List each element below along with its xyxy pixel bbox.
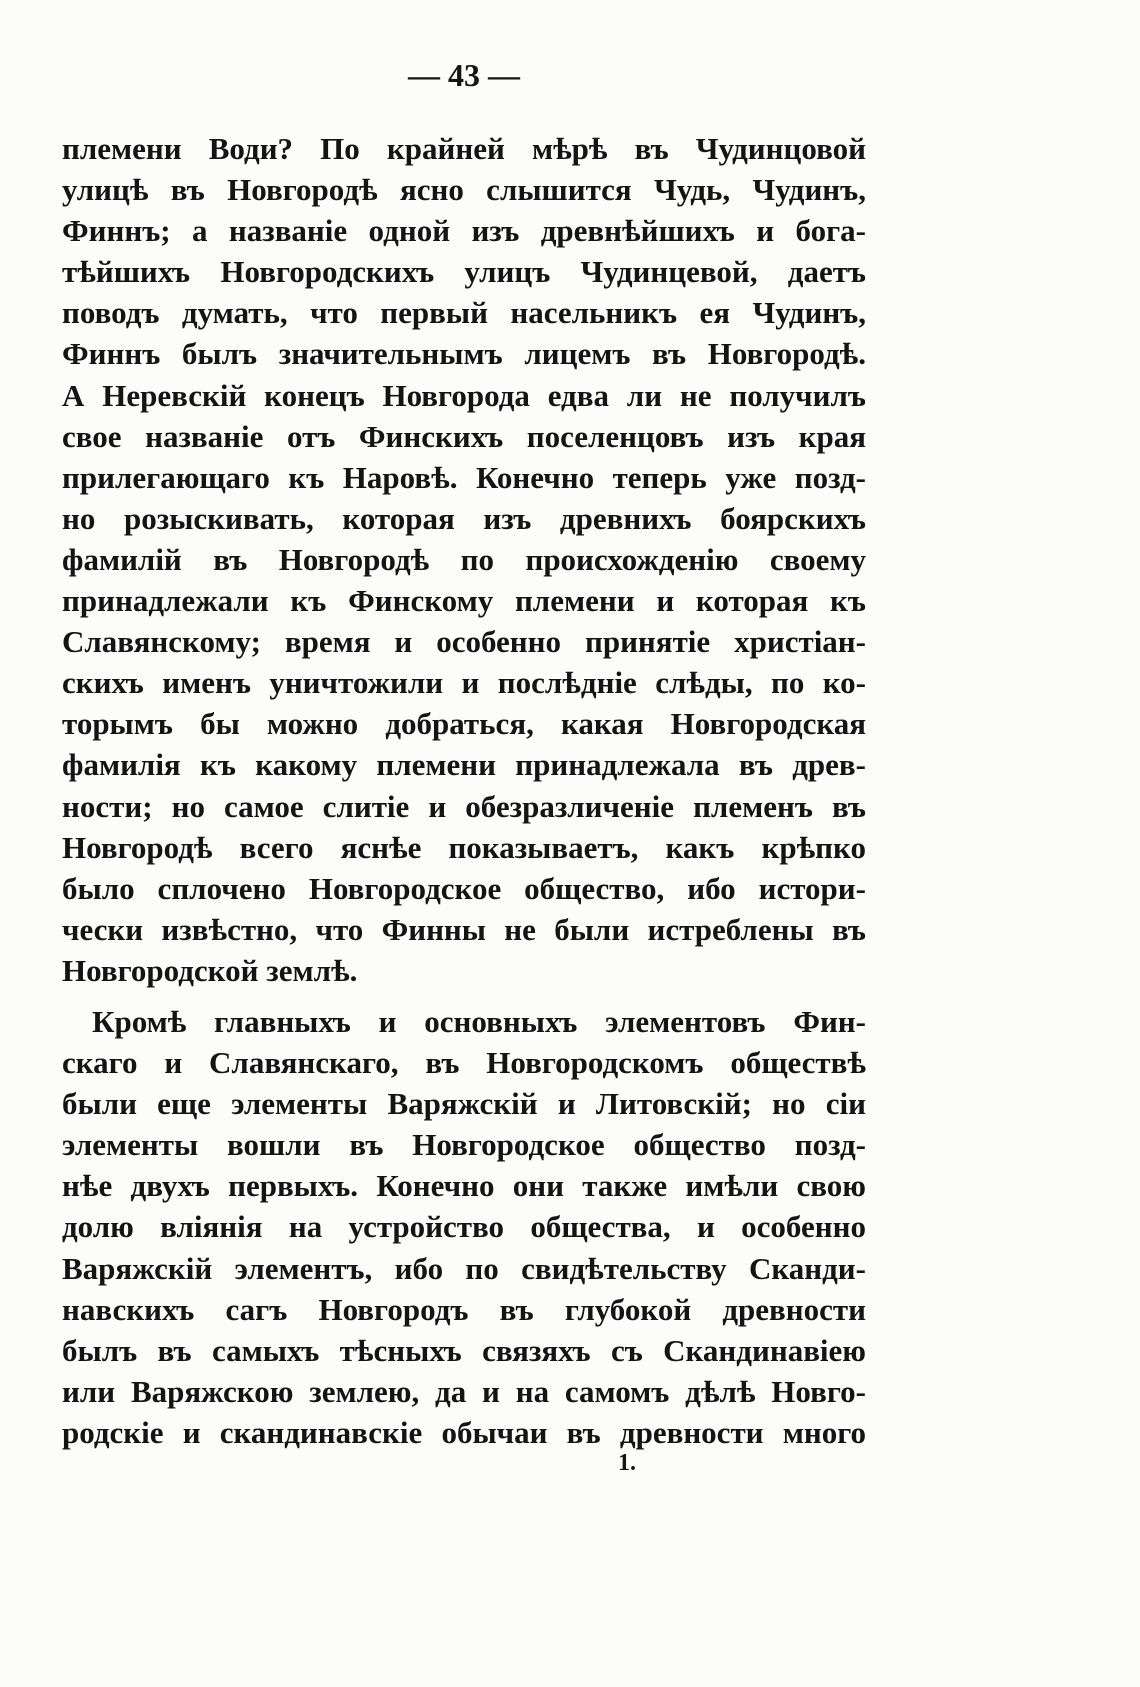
text-line: улицѣ въ Новгородѣ ясно слышится Чудь, Чудинъ,	[62, 172, 866, 208]
text-line: прилегающаго къ Наровѣ. Конечно теперь уже позд-	[62, 459, 866, 495]
text-line: были еще элементы Варяжскій и Литовскій; но сіи	[62, 1086, 866, 1122]
text-line: навскихъ сагъ Новгородъ въ глубокой древности	[62, 1291, 866, 1327]
text-line: былъ въ самыхъ тѣсныхъ связяхъ съ Скандинавіею	[62, 1332, 866, 1368]
text-line: Финнъ былъ значительнымъ лицемъ въ Новгородѣ.	[62, 336, 866, 372]
text-line: тѣйшихъ Новгородскихъ улицъ Чудинцевой, даетъ	[62, 254, 866, 290]
text-line: скихъ именъ уничтожили и послѣдніе слѣды, по ко-	[62, 665, 866, 701]
signature-mark: 1.	[618, 1450, 636, 1476]
text-line: принадлежали къ Финскому племени и которая къ	[62, 583, 866, 619]
text-line: Финнъ; а названіе одной изъ древнѣйшихъ и бога-	[62, 213, 866, 249]
text-line: свое названіе отъ Финскихъ поселенцовъ изъ края	[62, 418, 866, 454]
text-line: племени Води? По крайней мѣрѣ въ Чудинцовой	[62, 131, 866, 166]
text-line: Кромѣ главныхъ и основныхъ элементовъ Фин-	[92, 1003, 866, 1039]
text-line: было сплочено Новгородское общество, ибо истори-	[62, 870, 866, 906]
paragraph-2	[62, 1001, 866, 1453]
text-line: Новгородской землѣ.	[62, 952, 358, 988]
text-line: торымъ бы можно добраться, какая Новгородская	[62, 706, 866, 742]
paragraph-1	[62, 128, 866, 991]
text-line: элементы вошли въ Новгородское общество позд-	[62, 1127, 866, 1163]
text-line: фамилія къ какому племени принадлежала въ древ-	[62, 747, 866, 783]
text-line: но розыскивать, которая изъ древнихъ боярскихъ	[62, 500, 866, 536]
text-line: А Неревскій конецъ Новгорода едва ли не получилъ	[62, 377, 866, 413]
text-line: фамилій въ Новгородѣ по происхожденію своему	[62, 541, 866, 577]
body-text	[62, 128, 866, 1453]
text-line: ности; но самое слитіе и обезразличеніе племенъ въ	[62, 788, 866, 824]
page-number: — 43 —	[408, 57, 520, 93]
text-line: или Варяжскою землею, да и на самомъ дѣлѣ Новго-	[62, 1373, 866, 1409]
text-line: нѣе двухъ первыхъ. Конечно они также имѣли свою	[62, 1168, 866, 1204]
text-line: родскіе и скандинавскіе обычаи въ древности много	[62, 1414, 866, 1450]
text-line: чески извѣстно, что Финны не были истреблены въ	[62, 911, 866, 947]
text-line: Варяжскій элементъ, ибо по свидѣтельству Сканди-	[62, 1250, 866, 1286]
text-line: скаго и Славянскаго, въ Новгородскомъ обществѣ	[62, 1045, 866, 1081]
text-line: Славянскому; время и особенно принятіе христіан-	[62, 624, 866, 660]
text-line: поводъ думать, что первый насельникъ ея Чудинъ,	[62, 295, 866, 331]
text-line: долю вліянія на устройство общества, и особенно	[62, 1209, 866, 1245]
text-line: Новгородѣ всего яснѣе показываетъ, какъ крѣпко	[62, 829, 866, 865]
